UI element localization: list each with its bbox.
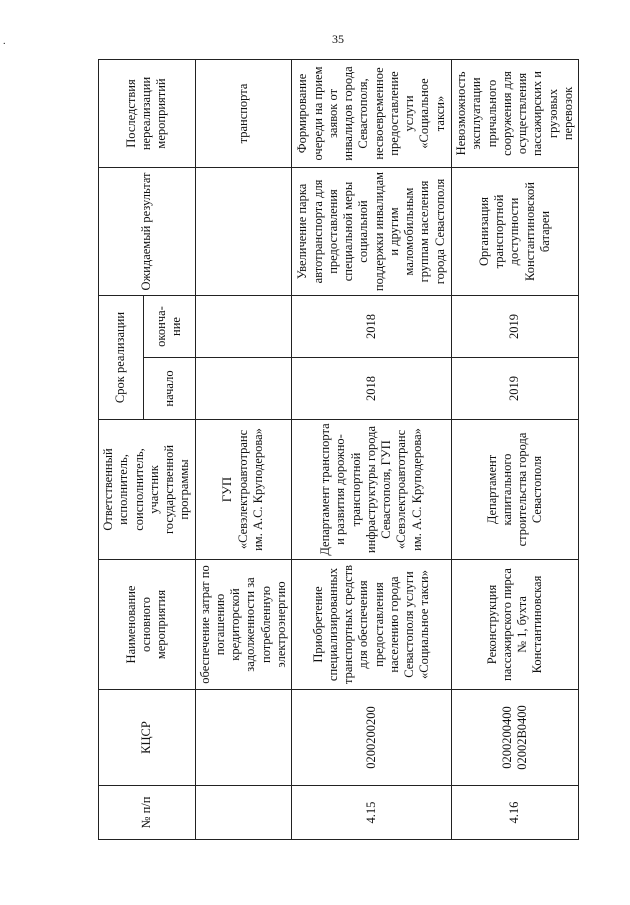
page-number: 35 [332,32,344,46]
cell-name: Реконструкция пассажирского пирса № 1, бухта Константиновская [452,560,579,690]
cell-consequences: Невозможность эксплуатации причального сооружения для осуществления пассажирских и грузовых перевозок [452,59,579,167]
cell-responsible: ГУП «Севэлектроавтотранс им. А.С. Круподерова» [195,420,292,560]
cell-kcsr: 0200200400 02002В0400 [452,690,579,786]
cell-result: Увеличение парка автотранспорта для предоставления специальной меры социальной поддержки инвалидам и другим маломобильным группам населения города Севастополя [292,167,452,295]
cell-name: обеспечение затрат по погашению кредиторской задолженности за потребленную электроэнергию [195,560,292,690]
cell-consequences: транспорта [195,59,292,167]
cell-name: Приобретение специализированных транспортных средств для обеспечения предоставления населению города Севастополя услуги «Социальное такси» [292,560,452,690]
header-consequences: Последствия нереализации мероприятий [99,59,196,167]
cell-start: 2019 [452,358,579,420]
cell-consequences: Формирование очереди на прием заявок от инвалидов города Севастополя, несвоевременное предоставление услуги «Социальное такси» [292,59,452,167]
cell-start [195,358,292,420]
header-result: Ожидаемый результат [99,167,196,295]
cell-start: 2018 [292,358,452,420]
cell-result [195,167,292,295]
events-table [98,59,579,840]
cell-end: 2019 [452,295,579,357]
table-row [292,59,452,839]
cell-number: 4.15 [292,786,452,840]
header-start: начало [144,358,195,420]
margin-mark: . [3,36,6,47]
header-number: № п/п [99,786,196,840]
cell-end [195,295,292,357]
cell-kcsr: 0200200200 [292,690,452,786]
cell-number: 4.16 [452,786,579,840]
cell-responsible: Департамент транспорта и развития дорожно-транспортной инфраструктуры города Севастополя, ГУП «Севэлектроавтотранс им. А.С. Круподерова» [292,420,452,560]
header-kcsr: КЦСР [99,690,196,786]
header-responsible: Ответственный исполнитель, соисполнитель, участник государственной программы [99,420,196,560]
rotated-table-container [98,60,575,840]
cell-end: 2018 [292,295,452,357]
cell-result: Организация транспортной доступности Константиновской батареи [452,167,579,295]
header-name: Наименование основного мероприятия [99,560,196,690]
cell-number [195,786,292,840]
cell-kcsr [195,690,292,786]
table-row [195,59,292,839]
header-period: Срок реализации [99,295,144,419]
header-end: оконча-ние [144,295,195,357]
table-row [452,59,579,839]
cell-responsible: Департамент капитального строительства города Севастополя [452,420,579,560]
